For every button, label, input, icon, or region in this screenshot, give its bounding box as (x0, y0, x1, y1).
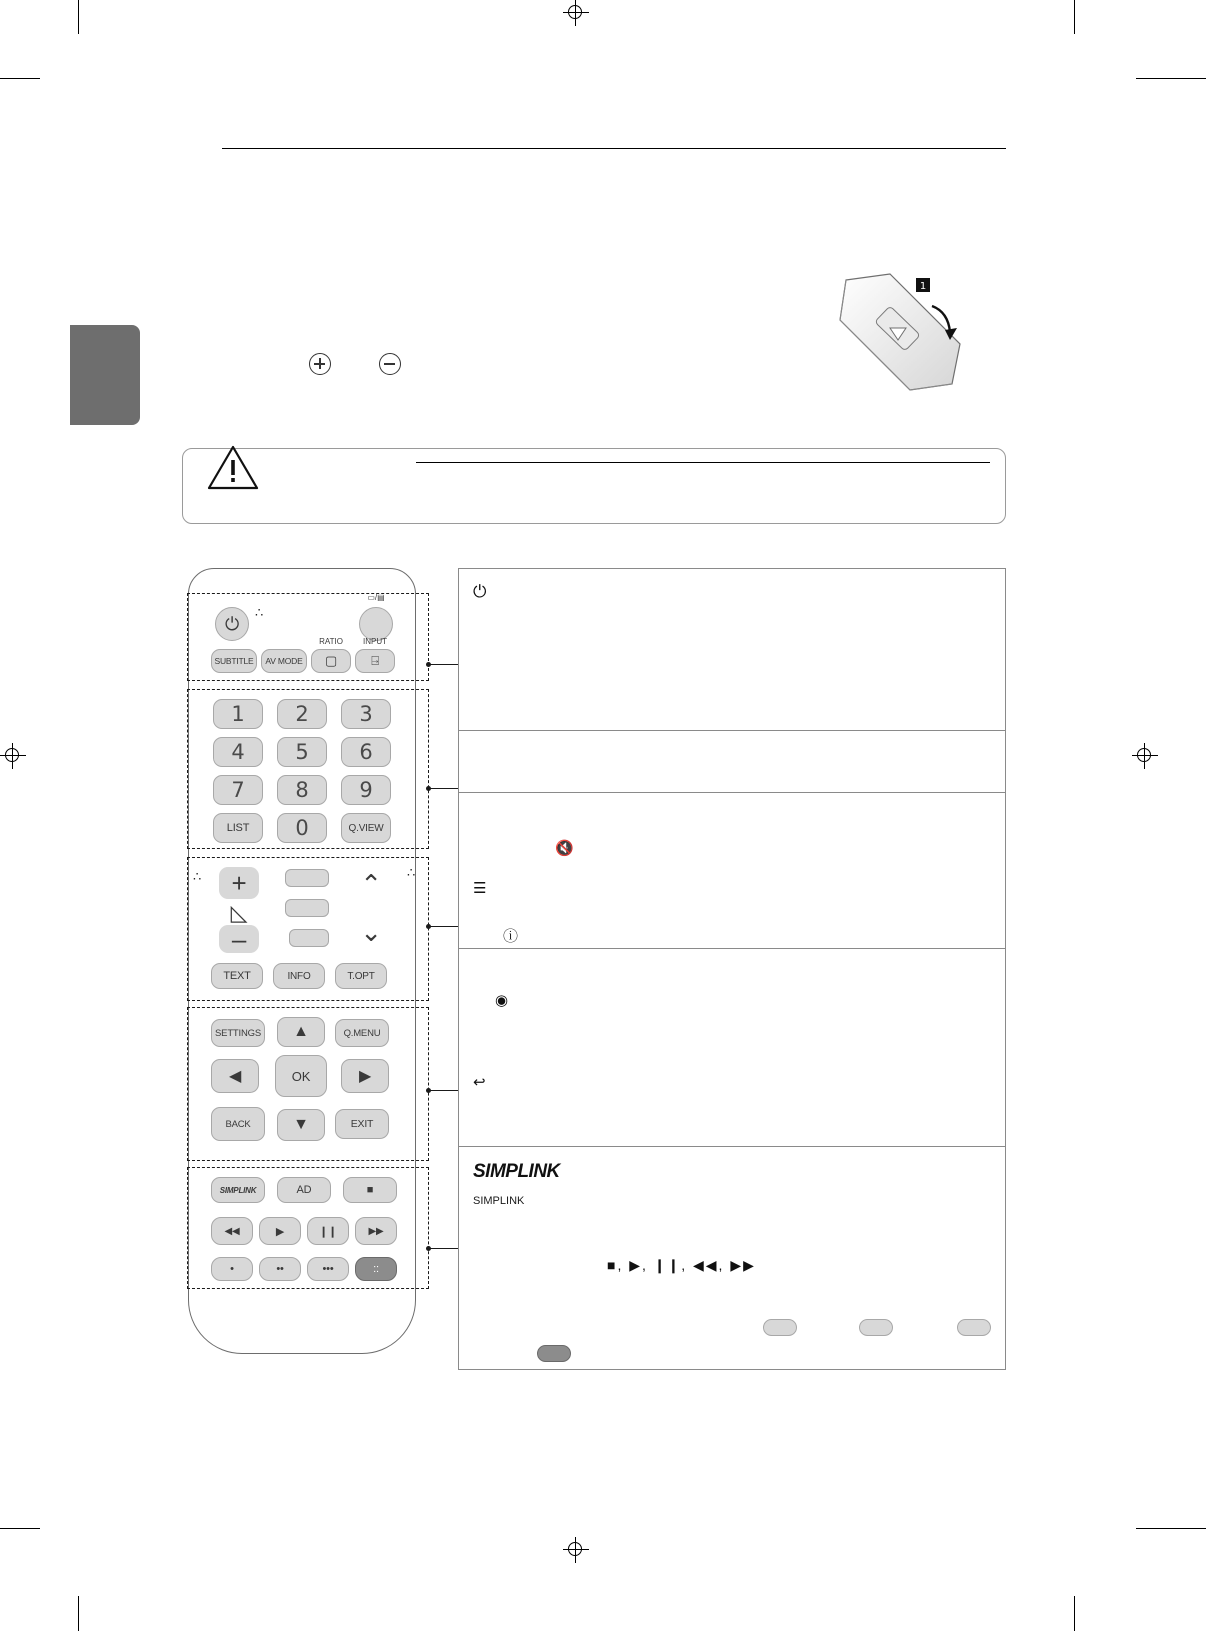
pause-button[interactable]: ❙❙ (307, 1217, 349, 1245)
leader-dot-media (426, 1246, 431, 1251)
number-9-button[interactable]: 9 (341, 775, 391, 805)
leader-line-navigation (428, 1090, 458, 1091)
energy-saving-button[interactable] (359, 607, 393, 641)
volume-dots-left: ∴ (193, 869, 203, 884)
registration-mark-bottom (563, 1537, 589, 1563)
exit-button[interactable]: EXIT (335, 1109, 389, 1139)
ad-button[interactable]: AD (277, 1177, 331, 1203)
text-button[interactable]: TEXT (211, 963, 263, 989)
registration-mark-left (0, 743, 26, 769)
channel-dots-right: ∴ (407, 865, 417, 880)
media-glyph-row: ■, ▶, ❙❙, ◀◀, ▶▶ (607, 1257, 756, 1273)
nav-left-button[interactable]: ◀ (211, 1059, 259, 1093)
ratio-button[interactable]: ▢ (311, 649, 351, 673)
channel-down-button[interactable]: ⌄ (360, 916, 382, 947)
simplink-button[interactable]: SIMPLINK (211, 1177, 265, 1203)
number-4-button[interactable]: 4 (213, 737, 263, 767)
color-key-red-button[interactable]: • (211, 1257, 253, 1281)
mini-color-key-blue (537, 1345, 571, 1362)
mute-button[interactable] (289, 929, 329, 947)
number-1-button[interactable]: 1 (213, 699, 263, 729)
volume-down-button[interactable]: – (219, 925, 259, 953)
color-key-green-button[interactable]: •• (259, 1257, 301, 1281)
battery-cover-illustration (832, 272, 968, 394)
leader-line-media (428, 1248, 458, 1249)
subtitle-button[interactable]: SUBTITLE (211, 649, 257, 673)
leader-line-power (428, 664, 458, 665)
table-row-volume (459, 793, 1005, 949)
crop-mark-right-top (1136, 78, 1206, 79)
warning-triangle-icon (205, 442, 261, 492)
minus-icon (379, 353, 401, 375)
list-button[interactable]: LIST (213, 813, 263, 843)
color-key-blue-button[interactable]: :: (355, 1257, 397, 1281)
color-key-yellow-button[interactable]: ••• (307, 1257, 349, 1281)
play-button[interactable]: ▶ (259, 1217, 301, 1245)
rewind-button[interactable]: ◀◀ (211, 1217, 253, 1245)
mini-color-key-yellow (957, 1319, 991, 1336)
back-button[interactable]: BACK (211, 1107, 265, 1141)
crop-mark-left-bottom (0, 1528, 40, 1529)
mini-color-key-red (763, 1319, 797, 1336)
ok-button[interactable]: OK (275, 1055, 327, 1097)
leader-dot-power (426, 662, 431, 667)
remote-control-illustration (188, 568, 416, 1354)
power-icon: ⏻ (473, 582, 487, 601)
fast-forward-button[interactable]: ▶▶ (355, 1217, 397, 1245)
chapter-side-tab (70, 325, 140, 425)
leader-dot-navigation (426, 1088, 431, 1093)
button-description-table (458, 568, 1006, 1370)
nav-up-button[interactable]: ▲ (277, 1017, 325, 1047)
table-row-numbers (459, 731, 1005, 793)
q-view-button[interactable]: Q.VIEW (341, 813, 391, 843)
mute-icon: 🔇 (555, 840, 574, 857)
stop-button[interactable]: ■ (343, 1177, 397, 1203)
caution-heading-rule (416, 462, 990, 463)
crop-mark-top-right (1074, 0, 1075, 34)
number-0-button[interactable]: 0 (277, 813, 327, 843)
simplink-logo: SIMPLINK (473, 1161, 560, 1182)
energy-saving-label: ▭/▤ (367, 593, 385, 602)
ratio-label: RATIO (319, 637, 343, 646)
volume-up-button[interactable]: + (219, 867, 259, 899)
number-7-button[interactable]: 7 (213, 775, 263, 805)
nav-right-button[interactable]: ▶ (341, 1059, 389, 1093)
leader-dot-volume (426, 924, 431, 929)
table-row-power (459, 569, 1005, 731)
page-header-rule (222, 148, 1006, 149)
plus-icon (309, 353, 331, 375)
table-row-media-text: SIMPLINK (473, 1195, 525, 1207)
power-dots: ∴ (255, 605, 265, 620)
caution-box (182, 448, 1006, 524)
registration-mark-top (563, 0, 589, 26)
crop-mark-right-bottom (1136, 1528, 1206, 1529)
blank-key-middle[interactable] (285, 899, 329, 917)
crop-mark-left-top (0, 78, 40, 79)
registration-mark-right (1132, 743, 1158, 769)
number-5-button[interactable]: 5 (277, 737, 327, 767)
nav-down-button[interactable]: ▼ (277, 1109, 325, 1141)
number-3-button[interactable]: 3 (341, 699, 391, 729)
table-row-media (459, 1147, 1005, 1371)
av-mode-button[interactable]: AV MODE (261, 649, 307, 673)
menu-icon: ☰ (473, 880, 487, 897)
info-icon: ⓘ (503, 928, 519, 945)
input-label: INPUT (363, 637, 387, 646)
crop-mark-bottom-left (78, 1596, 79, 1631)
channel-up-button[interactable]: ⌃ (360, 868, 382, 899)
table-row-navigation (459, 949, 1005, 1147)
t-opt-button[interactable]: T.OPT (335, 963, 387, 989)
leader-line-numbers (428, 788, 458, 789)
power-button[interactable]: ⏻ (215, 607, 249, 641)
input-button[interactable]: ⍈ (355, 649, 395, 673)
ok-icon: ◉ (495, 992, 509, 1009)
crop-mark-bottom-right (1074, 1596, 1075, 1631)
leader-line-volume (428, 926, 458, 927)
leader-dot-numbers (426, 786, 431, 791)
volume-icon: ◺ (230, 900, 248, 925)
number-6-button[interactable]: 6 (341, 737, 391, 767)
svg-text:1: 1 (919, 281, 927, 292)
back-icon: ↩ (473, 1074, 486, 1091)
number-8-button[interactable]: 8 (277, 775, 327, 805)
blank-key-top[interactable] (285, 869, 329, 887)
number-2-button[interactable]: 2 (277, 699, 327, 729)
mini-color-key-green (859, 1319, 893, 1336)
settings-button[interactable]: SETTINGS (211, 1019, 265, 1047)
info-button[interactable]: INFO (273, 963, 325, 989)
q-menu-button[interactable]: Q.MENU (335, 1019, 389, 1047)
crop-mark-top-left (78, 0, 79, 34)
